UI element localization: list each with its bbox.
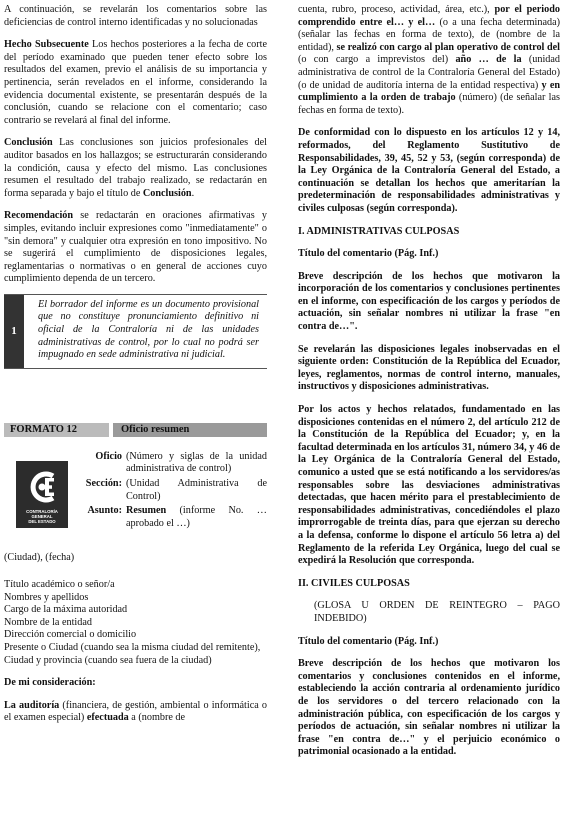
r1-t3: (o con cargo a imprevistos del) xyxy=(298,54,456,66)
recommendation-paragraph xyxy=(4,210,267,286)
subsequent-event-text: Los hechos posteriores a la fecha de corte del período examinado que pueden tener efecto sobre los resultados del examen, previo el análisis de su importancia y pertinencia, serán revelados en el informe, considerando la evidencia documental existente, se presentarán después de la conclusión, cuando se relacione con el comentario; caso contrario se revelará al final del informe. xyxy=(4,39,268,126)
footnote-number: 1 xyxy=(4,295,24,368)
comment-title-1: Título del comentario (Pág. Inf.) xyxy=(298,248,439,260)
footnote-box xyxy=(4,294,267,369)
legal-dispositions-paragraph: Se revelarán las disposiciones legales inobservadas en el siguiente orden: Constitución de la República del Ecuador, leyes, reglamentos, normas de control interno, manuales, instructivos y disposiciones administrativas. xyxy=(298,343,560,393)
oficio-fields xyxy=(84,451,267,533)
addressee-entity: Nombre de la entidad xyxy=(4,616,92,628)
notification-paragraph: Por los actos y hechos relatados, fundamentado en las disposiciones contenidas en el número 2, del artículo 212 de la Constitución de la República del Ecuador; y, en la facultad determinada en los artículos 31, número 34, y 46 de la Ley Orgánica de la Contraloría General del Estado, comunico a usted que se está notificando a los servidores/as responsables sobre las desviaciones administrativas detectadas, que hacen mérito para el prestablecimiento de responsabilidades administrativas, concediéndoles el plazo improrrogable de treinta días, para que ejerzan su derecho a la defensa, conforme lo dispone el artículo 56 letra a) del Reglamento de la referida Ley Orgánica, luego del cual se expedirá la Resolución que corresponda. xyxy=(298,404,560,567)
conclusion-term: Conclusión xyxy=(4,137,53,149)
addressee-address: Dirección comercial o domicilio xyxy=(4,629,137,641)
footnote-text: El borrador del informe es un documento provisional que no constituye pronunciamiento definitivo ni oficial de la Contraloría ni de las unidades administrativas de control, por lo cual no podrá ser impugnado en sede administrativa ni judicial. xyxy=(38,298,259,361)
conclusion-text: Las conclusiones son juicios profesionales del auditor basados en los hallazgos; se estructurarán considerando la condición, causa y efecto del mismo. Las conclusiones resumen el resultado del trabajo realizado, se redactarán en forma separada y bajo el título de xyxy=(4,137,267,199)
addressee-present: Presente o Ciudad (cuando sea la misma ciudad del remitente), xyxy=(4,641,261,653)
oficio-label: Oficio xyxy=(95,450,122,462)
city-date: (Ciudad), (fecha) xyxy=(4,552,75,564)
addressee-position: Cargo de la máxima autoridad xyxy=(4,604,128,616)
seccion-value: (Unidad Administrativa de Control) xyxy=(126,478,267,502)
left-column xyxy=(4,4,267,725)
audit-t2: a (nombre de xyxy=(128,712,186,724)
audit-paragraph xyxy=(4,700,267,725)
oficio-value: (Número y siglas de la unidad administrativa de control) xyxy=(126,450,267,475)
seccion-label: Sección: xyxy=(85,478,122,490)
audit-t1: (financiera, de gestión, ambiental o informática o el examen especial) xyxy=(4,699,267,724)
asunto-value xyxy=(126,505,267,530)
legal-basis-paragraph: De conformidad con lo dispuesto en los artículos 12 y 14, reformados, del Reglamento Sustitutivo de Responsabilidades, 39, 45, 52 y 53, (según corresponda) de la Ley Orgánica de la Contraloría General del Estado, a continuación se detallan los hechos que ameritarían la predeterminación de responsabilidades administrativas y civiles culposas (según corresponda). xyxy=(298,127,560,214)
r1-t1: cuenta, rubro, proceso, actividad, área, etc.), xyxy=(298,4,495,15)
r1-b1: por el periodo comprendido entre el… y el… xyxy=(298,4,560,28)
right-column xyxy=(298,4,560,759)
section-heading-civiles: II. CIVILES CULPOSAS xyxy=(298,577,410,589)
conclusion-paragraph xyxy=(4,137,267,200)
description-paragraph-1: Breve descripción de los hechos que motivaron la incorporación de los comentarios y conclusiones pertinentes en el informe, con especificación de los cargos y períodos de actuación, sin señalar nombres ni utilizar la frase "en contra de…". xyxy=(298,270,560,333)
addressee-name: Nombres y apellidos xyxy=(4,591,89,603)
addressee-city: Ciudad y provincia (cuando sea fuera de la ciudad) xyxy=(4,654,212,666)
subsequent-event-term: Hecho Subsecuente xyxy=(4,39,89,51)
oficio-block xyxy=(4,451,267,533)
asunto-label: Asunto: xyxy=(87,505,122,517)
audit-b1: La auditoría xyxy=(4,699,60,711)
r1-t4: (unidad administrativa de control de la Contraloría General del Estado) (o de unidad de auditoría interna de la entidad respectiva) xyxy=(298,54,560,91)
addressee-title: Título académico o señor/a xyxy=(4,579,115,590)
recommendation-text: se redactarán en oraciones afirmativas y simples, evitando incluir expresiones como "inmediatamente" o "sin demora" y cualquier otra expresión en tono impositivo. No se sugerirá el cumplimiento de disposiciones legales, reglamentarias o normativas o en general de acciones cuyo cumplimiento dependa de un tercero. xyxy=(4,210,267,285)
format-label: FORMATO 12 xyxy=(4,423,109,437)
format-title: Oficio resumen xyxy=(113,423,267,437)
conclusion-dot: . xyxy=(191,187,195,199)
recommendation-term: Recomendación xyxy=(4,210,74,222)
asunto-row xyxy=(84,505,267,530)
r1-t2: (o a una fecha determinada) (señalar las fechas en forma de texto), de (nombre de la entidad), xyxy=(298,16,560,53)
audit-b2: efectuada xyxy=(86,712,129,724)
subsequent-event-paragraph xyxy=(4,39,267,127)
format-header xyxy=(4,423,267,437)
intro-paragraph: A continuación, se revelarán los comentarios sobre las deficiencias de control interno identificadas y no solucionadas xyxy=(4,4,267,28)
contraloria-logo xyxy=(16,461,68,528)
r1-b4: y en cumplimiento a la orden de trabajo xyxy=(298,79,561,104)
r1-b3: año … de la xyxy=(455,54,522,66)
description-paragraph-2: Breve descripción de los hechos que motivaron los comentarios y conclusiones contenidos en el informe, estableciendo la acción contraria al ordenamiento jurídico de los servidores o del tercero relacionado con la administración pública, con especificación de los cargos y períodos de actuación, sin señalar nombres ni utilizar la frase "en contra de…" y el perjuicio económico o patrimonial ocasionado a la entidad. xyxy=(298,658,560,758)
r1-b2: se realizó con cargo al plan operativo de control del xyxy=(336,41,560,53)
seal-icon xyxy=(25,467,59,507)
asunto-bold: Resumen xyxy=(126,505,167,517)
seccion-row xyxy=(84,478,267,503)
oficio-row xyxy=(84,451,267,476)
greeting: De mi consideración: xyxy=(4,677,96,689)
comment-title-2: Título del comentario (Pág. Inf.) xyxy=(298,635,439,647)
r1-t5: (número) (de señalar las fechas en forma de texto). xyxy=(298,92,561,116)
section-heading-administrativas: I. ADMINISTRATIVAS CULPOSAS xyxy=(298,225,460,237)
glosa-subtitle: (GLOSA U ORDEN DE REINTEGRO – PAGO INDEBIDO) xyxy=(314,600,560,624)
asunto-text: (informe No. … aprobado el …) xyxy=(126,505,267,529)
addressee-block xyxy=(4,579,267,667)
conclusion-end: Conclusión xyxy=(142,187,192,199)
logo-text: CONTRALORÍA GENERAL DEL ESTADO xyxy=(26,508,58,524)
audit-continuation xyxy=(298,4,560,117)
